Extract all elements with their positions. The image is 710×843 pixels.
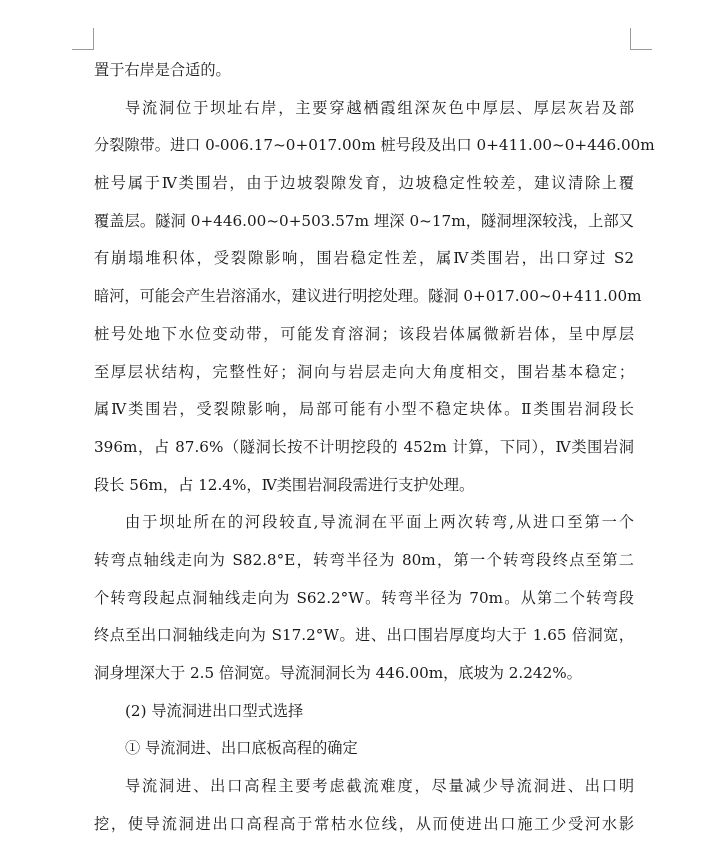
text-line: 桩号属于Ⅳ类围岩，由于边坡裂隙发育，边坡稳定性较差，建议清除上覆 (94, 174, 634, 193)
text-line: 396m，占 87.6%（隧洞长按不计明挖段的 452m 计算，下同），Ⅳ类围岩洞 (94, 437, 634, 456)
document-body-text (94, 52, 655, 843)
text-line: 洞身埋深大于 2.5 倍洞宽。导流洞洞长为 446.00m，底坡为 2.242%。 (94, 664, 582, 682)
text-line: 终点至出口洞轴线走向为 S17.2°W。进、出口围岩厚度均大于 1.65 倍洞宽， (94, 626, 634, 645)
text-line: 覆盖层。隧洞 0+446.00~0+503.57m 埋深 0~17m，隧洞埋深较浅，上部又 (94, 211, 634, 230)
text-line: 置于右岸是合适的。 (94, 61, 231, 79)
crop-mark-top-right-vertical (630, 28, 631, 50)
crop-mark-top-right-horizontal (630, 49, 652, 50)
text-line: 挖，使导流洞进出口高程高于常枯水位线，从而使进出口施工少受河水影 (94, 814, 634, 833)
text-line: 个转弯段起点洞轴线走向为 S62.2°W。转弯半径为 70m。从第二个转弯段 (94, 588, 634, 607)
text-line: 至厚层状结构，完整性好；洞向与岩层走向大角度相交，围岩基本稳定； (94, 362, 634, 381)
text-line: 暗河，可能会产生岩溶涌水，建议进行明挖处理。隧洞 0+017.00~0+411.00m (94, 287, 642, 306)
text-line: 桩号处地下水位变动带，可能发育溶洞；该段岩体属微新岩体，呈中厚层 (94, 324, 634, 343)
text-line: (2) 导流洞进出口型式选择 (125, 701, 304, 720)
text-line: 属Ⅳ类围岩，受裂隙影响，局部可能有小型不稳定块体。Ⅱ类围岩洞段长 (94, 400, 634, 419)
text-line: 由于坝址所在的河段较直,导流洞在平面上两次转弯,从进口至第一个 (125, 513, 634, 532)
text-line: 转弯点轴线走向为 S82.8°E，转弯半径为 80m，第一个转弯段终点至第二 (94, 550, 634, 569)
text-line: 段长 56m，占 12.4%，Ⅳ类围岩洞段需进行支护处理。 (94, 475, 475, 494)
text-line: ① 导流洞进、出口底板高程的确定 (125, 739, 358, 758)
text-line: 分裂隙带。进口 0-006.17~0+017.00m 桩号段及出口 0+411.00~0+446.00m (94, 136, 655, 155)
crop-mark-top-left-horizontal (72, 49, 94, 50)
text-line: 导流洞进、出口高程主要考虑截流难度，尽量减少导流洞进、出口明 (125, 777, 634, 796)
crop-mark-top-left-vertical (93, 28, 94, 50)
text-line: 导流洞位于坝址右岸，主要穿越栖霞组深灰色中厚层、厚层灰岩及部 (125, 98, 634, 117)
text-line: 有崩塌堆积体，受裂隙影响，围岩稳定性差，属Ⅳ类围岩，出口穿过 S2 (94, 249, 634, 268)
